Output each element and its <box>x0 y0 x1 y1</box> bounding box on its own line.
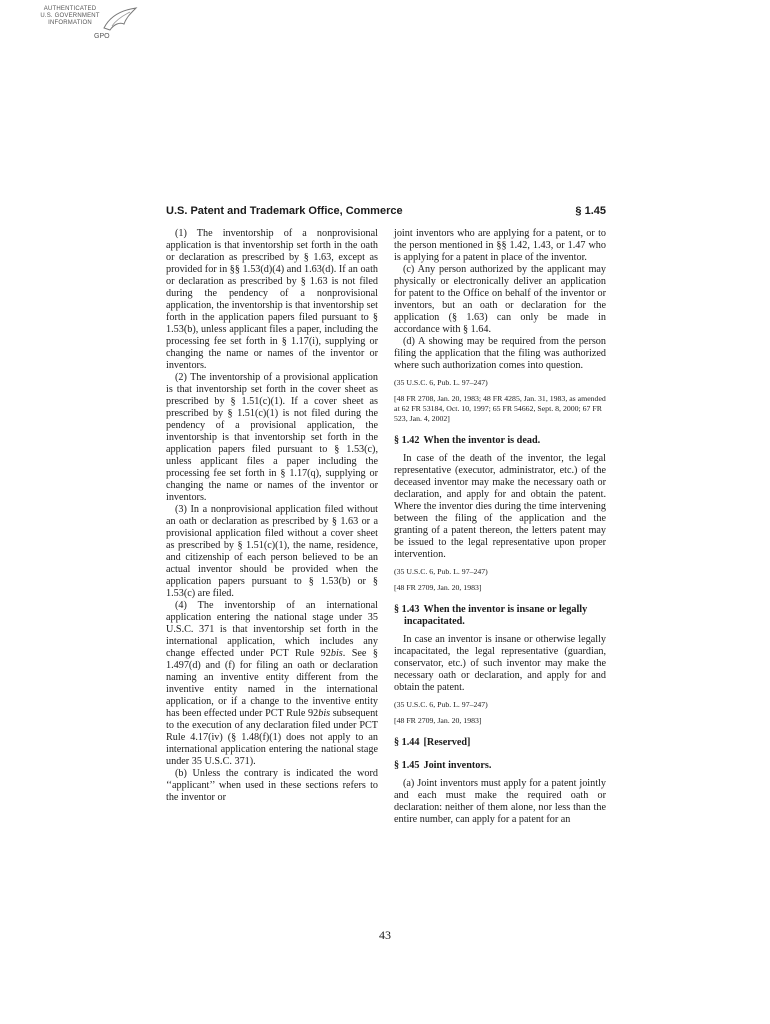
seal-line-2: U.S. GOVERNMENT <box>40 13 100 19</box>
section-1-43-authority: (35 U.S.C. 6, Pub. L. 97–247) <box>394 700 488 709</box>
authority-citation: (35 U.S.C. 6, Pub. L. 97–247) <box>394 378 488 387</box>
paragraph-b: (b) Unless the contrary is indicated the word ‘‘applicant’’ when used in these sections refers to the inventor or <box>166 768 378 803</box>
paragraph-b-cont: joint inventors who are applying for a patent, or to the person mentioned in §§ 1.42, 1.43, or 1.47 who is applying for a patent in place of the inventor. <box>394 228 606 263</box>
page-number: 43 <box>379 928 391 942</box>
eagle-icon <box>100 6 140 36</box>
paragraph-a4: (4) The inventorship of an international application entering the national stage under 35 U.S.C. 371 is that inventorship set forth in the international application, which includes any change effected under PCT Rule 92bis. See § 1.497(d) and (f) for filing an oath or declaration naming an inventive entity different from the inventive entity named in the international application, or if a change to the inventive entity has been effected under PCT Rule 92bis subsequent to the execution of any declaration filed under PCT Rule 4.17(iv) (§ 1.48(f)(1) does not apply to an international application entering the national stage under 35 U.S.C. 371). <box>166 600 378 767</box>
section-ref: § 1.45 <box>575 205 606 217</box>
section-heading-1-44: § 1.44 [Reserved] <box>394 737 471 748</box>
section-1-43-source: [48 FR 2709, Jan. 20, 1983] <box>394 716 482 725</box>
section-1-42-source: [48 FR 2709, Jan. 20, 1983] <box>394 583 482 592</box>
gpo-authentication-seal <box>30 6 142 46</box>
paragraph-a2: (2) The inventorship of a provisional application is that inventorship set forth in the cover sheet as prescribed by § 1.51(c)(1). If a cover sheet as prescribed by § 1.51(c)(1) is not filed during the pendency of a provisional application, the inventorship is that inventorship set forth in the application papers filed pursuant to § 1.53(c), unless applicant files a paper including the processing fee set forth in § 1.17(q), supplying or changing the name or names of the inventor or inventors. <box>166 372 378 503</box>
section-heading-1-42: § 1.42 When the inventor is dead. <box>394 435 541 446</box>
seal-line-1: AUTHENTICATED <box>43 6 97 12</box>
gpo-mark: GPO <box>94 33 110 40</box>
left-column <box>166 228 378 804</box>
source-citation: [48 FR 2708, Jan. 20, 1983; 48 FR 4285, Jan. 31, 1983, as amended at 62 FR 53184, Oct. 10, 1997; 65 FR 54662, Sept. 8, 2000; 67 FR 523, Jan. 4, 2002] <box>394 394 606 423</box>
seal-text <box>30 6 110 27</box>
seal-line-3: INFORMATION <box>48 20 92 26</box>
section-heading-1-43: § 1.43 When the inventor is insane or legally incapacitated. <box>394 604 588 627</box>
paragraph-a1: (1) The inventorship of a nonprovisional application is that inventorship set forth in the oath or declaration as prescribed by § 1.63, except as provided for in §§ 1.53(d)(4) and 1.63(d). If an oath or declaration as prescribed by § 1.63 is not filed during the pendency of a nonprovisional application, the inventorship is that inventorship set forth in the application papers filed pursuant to § 1.53(b), unless applicant files a paper, including the processing fee set forth in § 1.17(i), supplying or changing the name or names of the inventor or inventors. <box>166 228 378 371</box>
running-head <box>166 205 606 219</box>
paragraph-a3: (3) In a nonprovisional application filed without an oath or declaration as prescribed by § 1.63 or a provisional application filed without a cover sheet as prescribed by § 1.51(c)(1), the name, residence, and citizenship of each person believed to be an actual inventor should be provided when the application papers pursuant to § 1.53(b) or § 1.53(c) are filed. <box>166 504 378 599</box>
section-1-45-text: (a) Joint inventors must apply for a patent jointly and each must make the required oath or declaration: neither of them alone, nor less than the entire number, can apply for a patent for an <box>394 778 606 825</box>
paragraph-c: (c) Any person authorized by the applicant may physically or electronically deliver an application for patent to the Office on behalf of the inventor or inventors, but an oath or declaration for the application (§ 1.63) can only be made in accordance with § 1.64. <box>394 264 606 335</box>
agency-title: U.S. Patent and Trademark Office, Commerce <box>166 205 403 217</box>
section-1-42-authority: (35 U.S.C. 6, Pub. L. 97–247) <box>394 567 488 576</box>
section-heading-1-45: § 1.45 Joint inventors. <box>394 760 492 771</box>
section-1-43-text: In case an inventor is insane or otherwise legally incapacitated, the legal representative (guardian, conservator, etc.) of such inventor may make the necessary oath or declaration, and apply for and obtain the patent. <box>394 634 606 693</box>
section-1-42-text: In case of the death of the inventor, the legal representative (executor, administrator, etc.) of the deceased inventor may make the necessary oath or declaration, and apply for and obtain the patent. Where the inventor dies during the time intervening between the filing of the application and the granting of a patent thereon, the letters patent may be issued to the legal representative upon proper intervention. <box>394 453 606 560</box>
right-column <box>394 228 606 826</box>
paragraph-d: (d) A showing may be required from the person filing the application that the filing was authorized where such authorization comes into question. <box>394 336 606 371</box>
